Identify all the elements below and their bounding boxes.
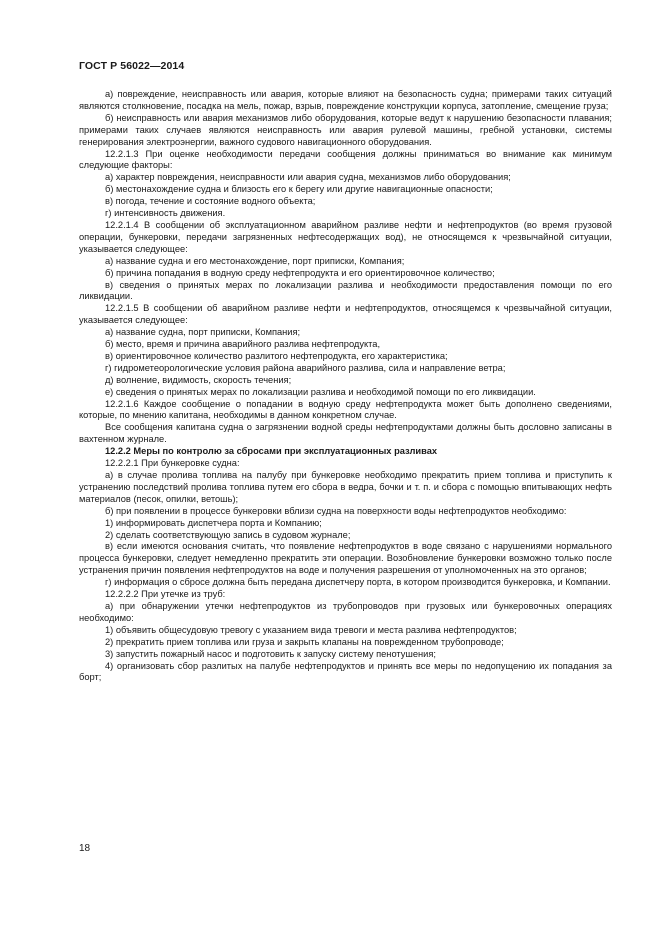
paragraph: а) характер повреждения, неисправности или авария судна, механизмов либо оборудования;: [105, 172, 511, 183]
paragraph: 1) информировать диспетчера порта и Компанию;: [105, 517, 322, 528]
standard-header: ГОСТ Р 56022—2014: [79, 60, 185, 72]
paragraph: а) название судна, порт приписки, Компания;: [105, 327, 301, 338]
paragraph: 12.2.2.2 При утечке из труб:: [105, 589, 226, 600]
paragraph: в) сведения о принятых мерах по локализации разлива и необходимости предоставления помощи по его ликвидации.: [79, 279, 612, 302]
paragraph: в) ориентировочное количество разлитого нефтепродукта, его характеристика;: [105, 350, 448, 361]
paragraph: 3) запустить пожарный насос и подготовить к запуску систему пенотушения;: [105, 648, 436, 659]
paragraph: б) при появлении в процессе бункеровки вблизи судна на поверхности воды нефтепродуктов необходимо:: [105, 505, 567, 516]
paragraph: г) информация о сбросе должна быть передана диспетчеру порта, в котором производится бункеровка, и Компании.: [105, 577, 611, 588]
paragraph: а) в случае пролива топлива на палубу при бункеровке необходимо прекратить прием топлива и приступить к устранению последствий пролива топлива путем его сбора в ведра, бочки и т. п. и сбора с помощью впитывающих нефть материалов (песок, опилки, ветошь);: [79, 470, 612, 504]
document-body: [79, 89, 612, 684]
section-heading: 12.2.2 Меры по контролю за сбросами при эксплуатационных разливах: [105, 446, 438, 457]
paragraph: а) повреждение, неисправность или авария, которые влияют на безопасность судна; примерами таких ситуаций являются столкновение, посадка на мель, пожар, взрыв, повреждение конструкции корпуса, затопление, смещение груза;: [79, 89, 612, 111]
paragraph: а) название судна и его местонахождение, порт приписки, Компания;: [105, 255, 405, 266]
paragraph: б) причина попадания в водную среду нефтепродукта и его ориентировочное количество;: [105, 267, 495, 278]
paragraph: 12.2.1.5 В сообщении об аварийном разливе нефти и нефтепродуктов, относящемся к чрезвычайной ситуации, указывается следующее:: [79, 303, 612, 326]
paragraph: б) местонахождение судна и близость его к берегу или другие навигационные опасности;: [105, 184, 493, 195]
paragraph: 2) прекратить прием топлива или груза и закрыть клапаны на поврежденном трубопроводе;: [105, 636, 504, 647]
paragraph: г) интенсивность движения.: [105, 208, 226, 219]
paragraph: а) при обнаружении утечки нефтепродуктов из трубопроводов при грузовых или бункеровочных операциях необходимо:: [79, 600, 612, 623]
paragraph: 12.2.2.1 При бункеровке судна:: [105, 458, 240, 469]
paragraph: 12.2.1.4 В сообщении об эксплуатационном аварийном разливе нефти и нефтепродуктов (во время грузовой операции, бункеровки, передачи загрязненных нефтесодержащих вод), не относящемся к чрезвычайной ситуации, указывается следующее:: [79, 219, 612, 254]
paragraph: в) погода, течение и состояние водного объекта;: [105, 196, 316, 207]
paragraph: д) волнение, видимость, скорость течения;: [105, 374, 292, 385]
paragraph: в) если имеются основания считать, что появление нефтепродуктов в воде связано с нарушениями нормального процесса бункеровки, следует немедленно прекратить эти операции. Возобновление бункеровки возможно только после устранения причин появления нефтепродуктов на воде и получения разрешения от уполномоченных на это органов;: [79, 541, 612, 576]
paragraph: б) неисправность или авария механизмов либо оборудования, которые ведут к нарушению безопасности плавания; примерами таких случаев являются неисправность или авария рулевой машины, гребной установки, системы генерирования электроэнергии, важного судового навигационного оборудования.: [79, 112, 612, 147]
paragraph: г) гидрометеорологические условия района аварийного разлива, сила и направление ветра;: [105, 362, 506, 373]
paragraph: 4) организовать сбор разлитых на палубе нефтепродуктов и принять все меры по недопущению их попадания за борт;: [79, 660, 612, 683]
paragraph: 1) объявить общесудовую тревогу с указанием вида тревоги и места разлива нефтепродуктов;: [105, 624, 517, 635]
paragraph: б) место, время и причина аварийного разлива нефтепродукта,: [105, 339, 381, 350]
paragraph: Все сообщения капитана судна о загрязнении водной среды нефтепродуктами должны быть дословно записаны в вахтенном журнале.: [79, 422, 612, 445]
page-number: 18: [79, 843, 91, 854]
paragraph: 2) сделать соответствующую запись в судовом журнале;: [105, 529, 351, 540]
paragraph: е) сведения о принятых мерах по локализации разлива и необходимой помощи по его ликвидации.: [105, 386, 536, 397]
paragraph: 12.2.1.6 Каждое сообщение о попадании в водную среду нефтепродукта может быть дополнено сведениями, которые, по мнению капитана, необходимы в данном конкретном случае.: [79, 398, 612, 421]
paragraph: 12.2.1.3 При оценке необходимости передачи сообщения должны приниматься во внимание как минимум следующие факторы:: [79, 148, 612, 171]
